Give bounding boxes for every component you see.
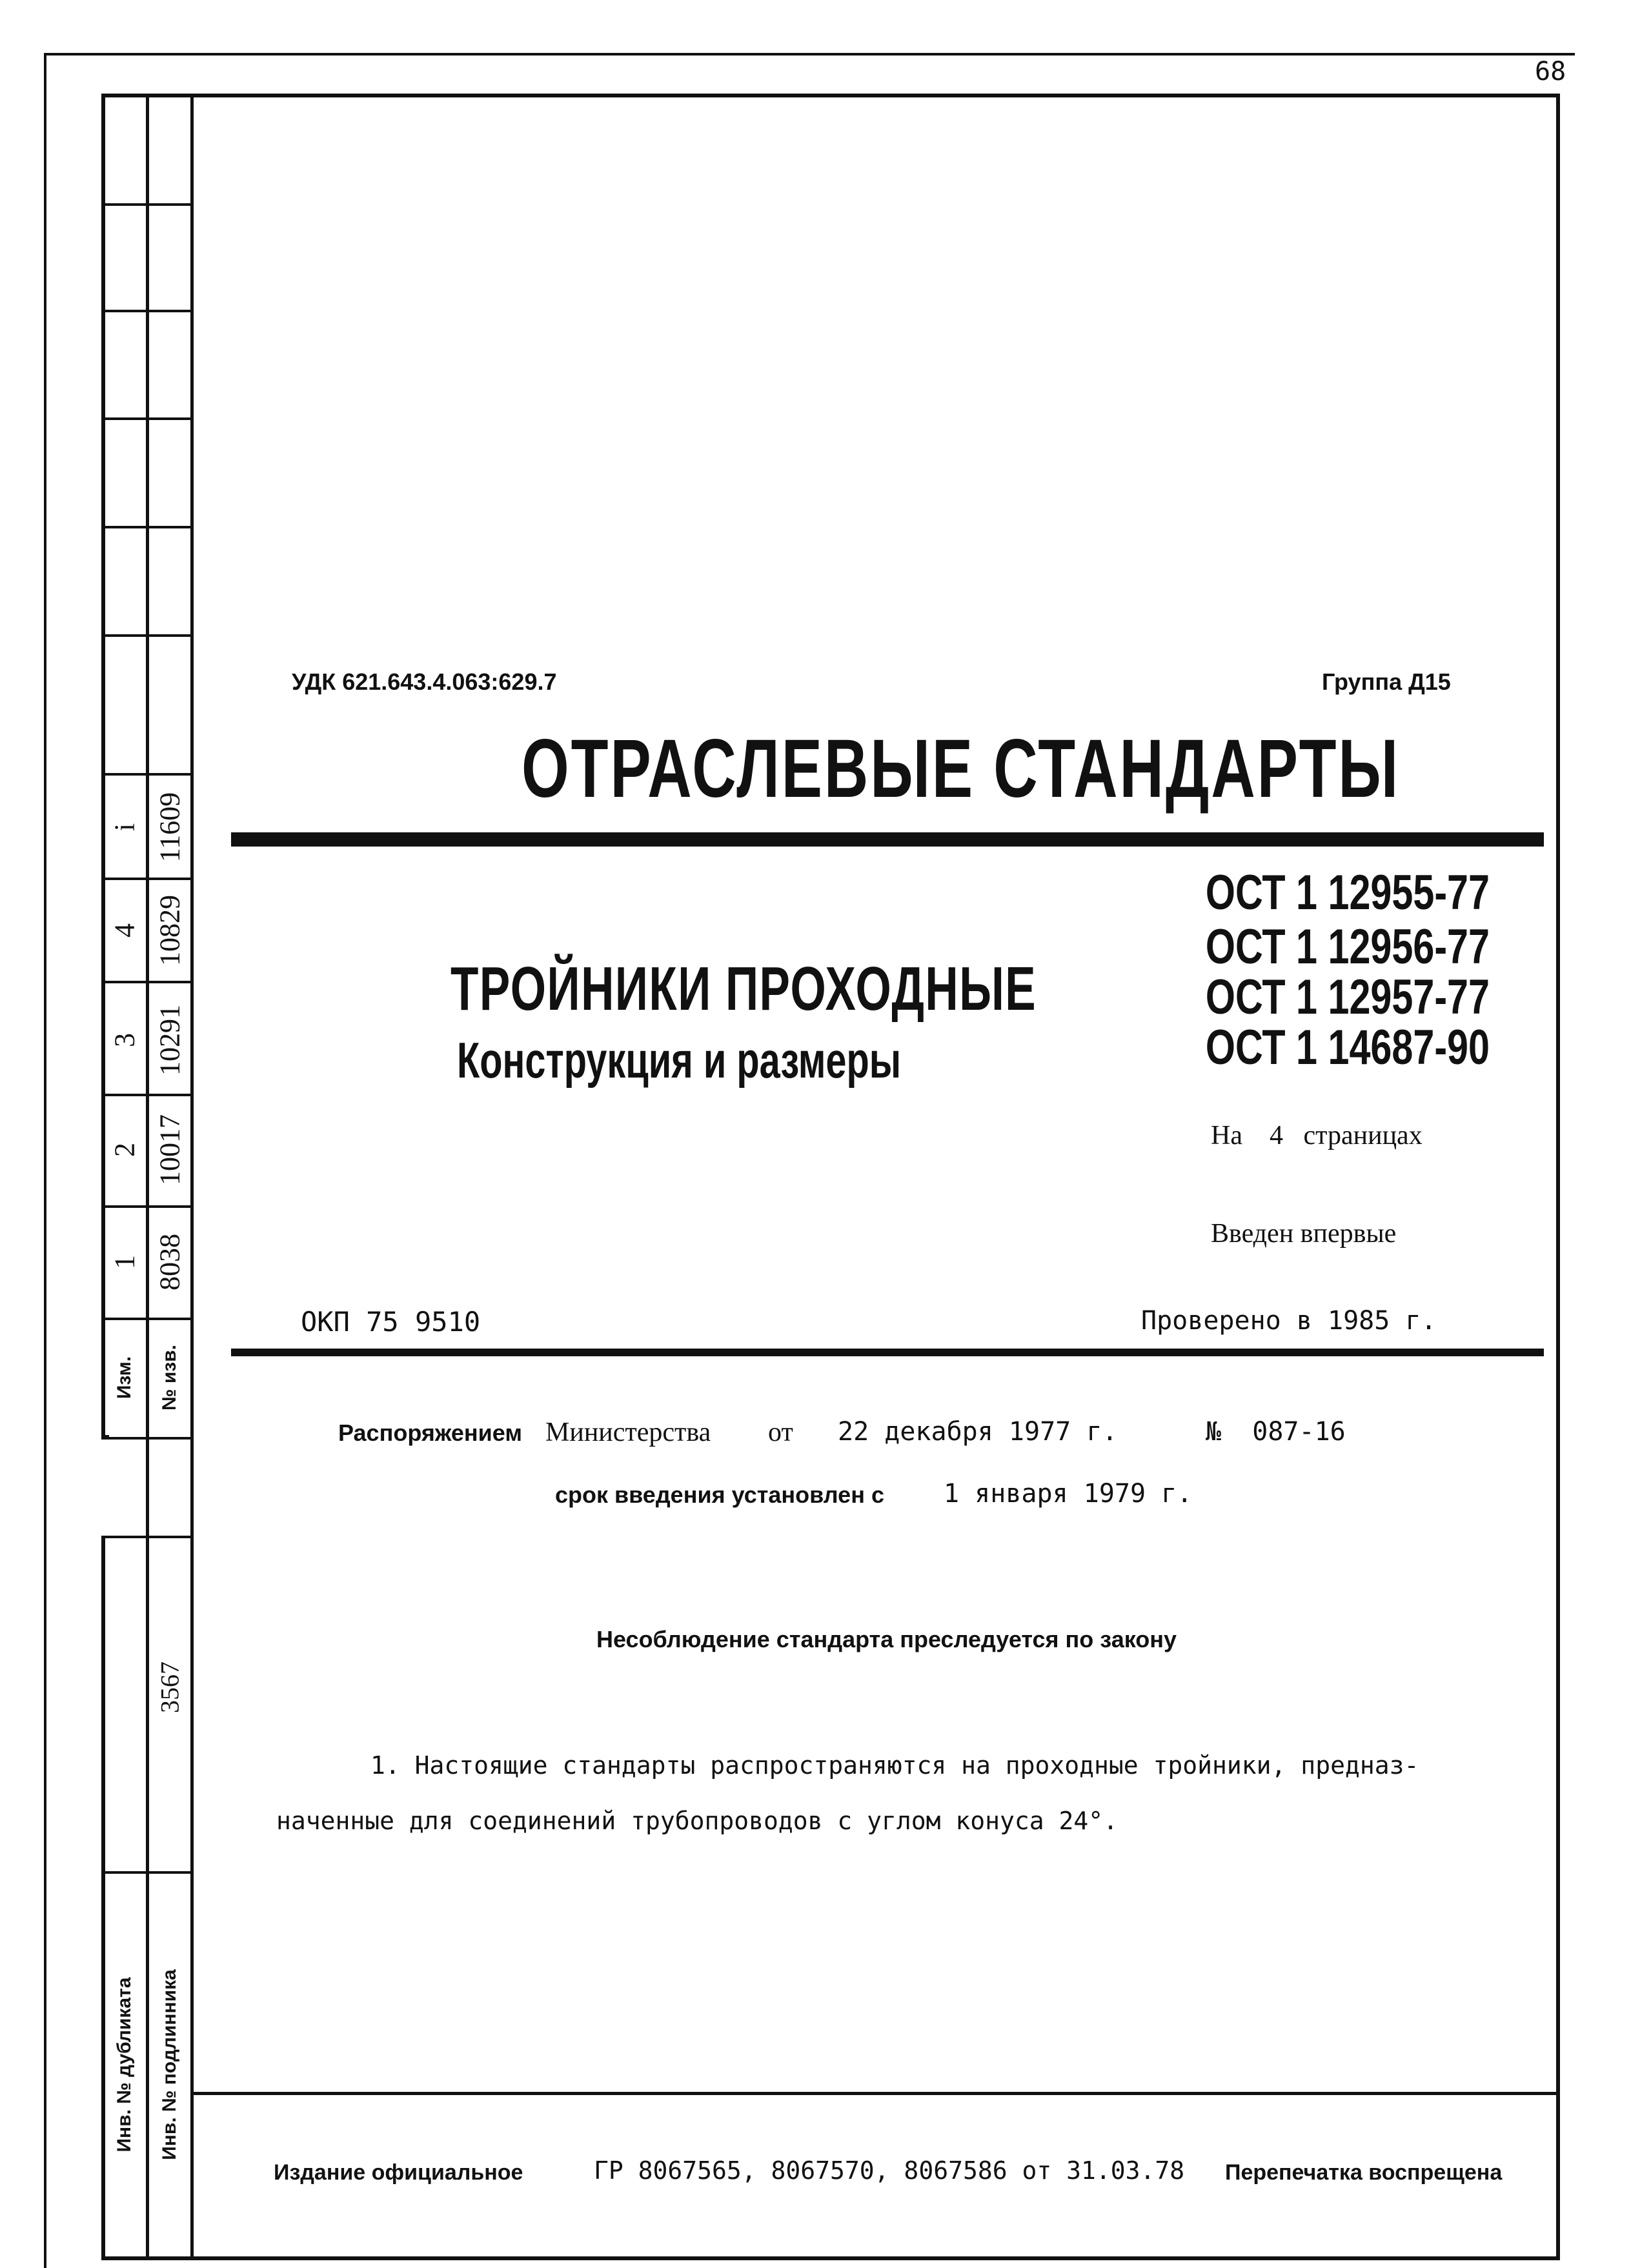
- effective-date: 1 января 1979 г.: [944, 1479, 1193, 1509]
- stamp-sep: [101, 526, 192, 528]
- page-number: 68: [1535, 57, 1566, 86]
- order-label: Распоряжением: [338, 1420, 522, 1446]
- order-ministry: Министерства: [545, 1418, 711, 1447]
- stamp-sep: [101, 203, 192, 206]
- effective-label: срок введения установлен с: [555, 1481, 884, 1508]
- ost-number-4: ОСТ 1 14687-90: [1205, 1020, 1490, 1075]
- stamp-sep: [101, 878, 192, 880]
- footer-gr: ГР 8067565, 8067570, 8067586 от 31.03.78: [594, 2156, 1185, 2185]
- udk-code: УДК 621.643.4.063:629.7: [292, 668, 557, 695]
- outer-frame-top: [44, 53, 1575, 55]
- paragraph-1-line-1: 1. Настоящие стандарты распространяются на проходные тройники, предназ-: [370, 1751, 1419, 1780]
- stamp-changes-label: Изм.: [114, 1356, 135, 1400]
- introduced-note: Введен впервые: [1211, 1219, 1397, 1249]
- stamp-sep-lower: [101, 1536, 192, 1538]
- stamp-notice-3: 10291: [154, 1005, 186, 1076]
- stamp-left: [101, 94, 105, 1439]
- inner-frame-top: [101, 94, 1560, 97]
- order-number: № 087-16: [1206, 1417, 1346, 1447]
- pages-note: На 4 страницах: [1211, 1121, 1423, 1150]
- order-date: 22 декабря 1977 г.: [838, 1417, 1118, 1447]
- header-thick-rule: [231, 832, 1544, 847]
- stamp-sep: [101, 1205, 192, 1208]
- order-from: от: [768, 1418, 793, 1447]
- stamp-sep: [101, 310, 192, 312]
- stamp-notice-4: 10829: [154, 895, 186, 966]
- stamp-inv-duplicate-label: Инв. № дубликата: [114, 1977, 135, 2153]
- footer-reprint: Перепечатка воспрещена: [1225, 2160, 1503, 2185]
- stamp-sep: [101, 1437, 192, 1440]
- title-block-rule: [231, 1349, 1544, 1356]
- checked-note: Проверено в 1985 г.: [1141, 1306, 1437, 1336]
- stamp-bracket: [101, 1435, 109, 1439]
- inner-frame-bottom: [101, 2256, 1560, 2260]
- stamp-change-1: 1: [108, 1255, 141, 1269]
- stamp-notice-5: 11609: [154, 792, 186, 863]
- footer-edition: Издание официальное: [274, 2160, 523, 2185]
- stamp-sep: [101, 773, 192, 776]
- group-code: Группа Д15: [1322, 668, 1451, 695]
- stamp-change-5: i: [108, 823, 141, 832]
- doc-subtitle: Конструкция и размеры: [457, 1032, 902, 1089]
- okp-code: ОКП 75 9510: [301, 1306, 481, 1338]
- stamp-left-lower: [101, 1536, 105, 2260]
- stamp-notices-label: № изв.: [159, 1345, 180, 1410]
- doc-title: ТРОЙНИКИ ПРОХОДНЫЕ: [451, 954, 1037, 1023]
- paragraph-1-line-2: наченные для соединений трубопроводов с углом конуса 24°.: [276, 1807, 1119, 1835]
- stamp-sep: [101, 417, 192, 420]
- header-title: ОТРАСЛЕВЫЕ СТАНДАРТЫ: [522, 723, 1401, 815]
- law-notice: Несоблюдение стандарта преследуется по закону: [596, 1626, 1177, 1652]
- footer-divider: [190, 2092, 1559, 2095]
- stamp-sep: [101, 1318, 192, 1320]
- stamp-sep: [101, 1094, 192, 1096]
- ost-number-list: [909, 865, 1490, 1075]
- stamp-sep: [101, 634, 192, 637]
- stamp-change-3: 3: [108, 1033, 141, 1047]
- stamp-notice-1: 8038: [154, 1234, 186, 1290]
- stamp-sep-lower: [101, 1871, 192, 1874]
- stamp-change-2: 2: [108, 1143, 141, 1157]
- ost-number-2: ОСТ 1 12956-77: [1205, 919, 1490, 974]
- ost-number-1: ОСТ 1 12955-77: [1205, 865, 1490, 920]
- stamp-notice-2: 10017: [154, 1114, 186, 1185]
- stamp-inv-original-label: Инв. № подлинника: [159, 1969, 180, 2160]
- ost-number-3: ОСТ 1 12957-77: [1205, 970, 1490, 1025]
- stamp-sep: [101, 981, 192, 983]
- inner-frame-right: [1556, 94, 1560, 2260]
- outer-frame-left: [44, 53, 46, 2268]
- stamp-change-4: 4: [108, 923, 141, 938]
- stamp-original-number: 3567: [155, 1661, 185, 1713]
